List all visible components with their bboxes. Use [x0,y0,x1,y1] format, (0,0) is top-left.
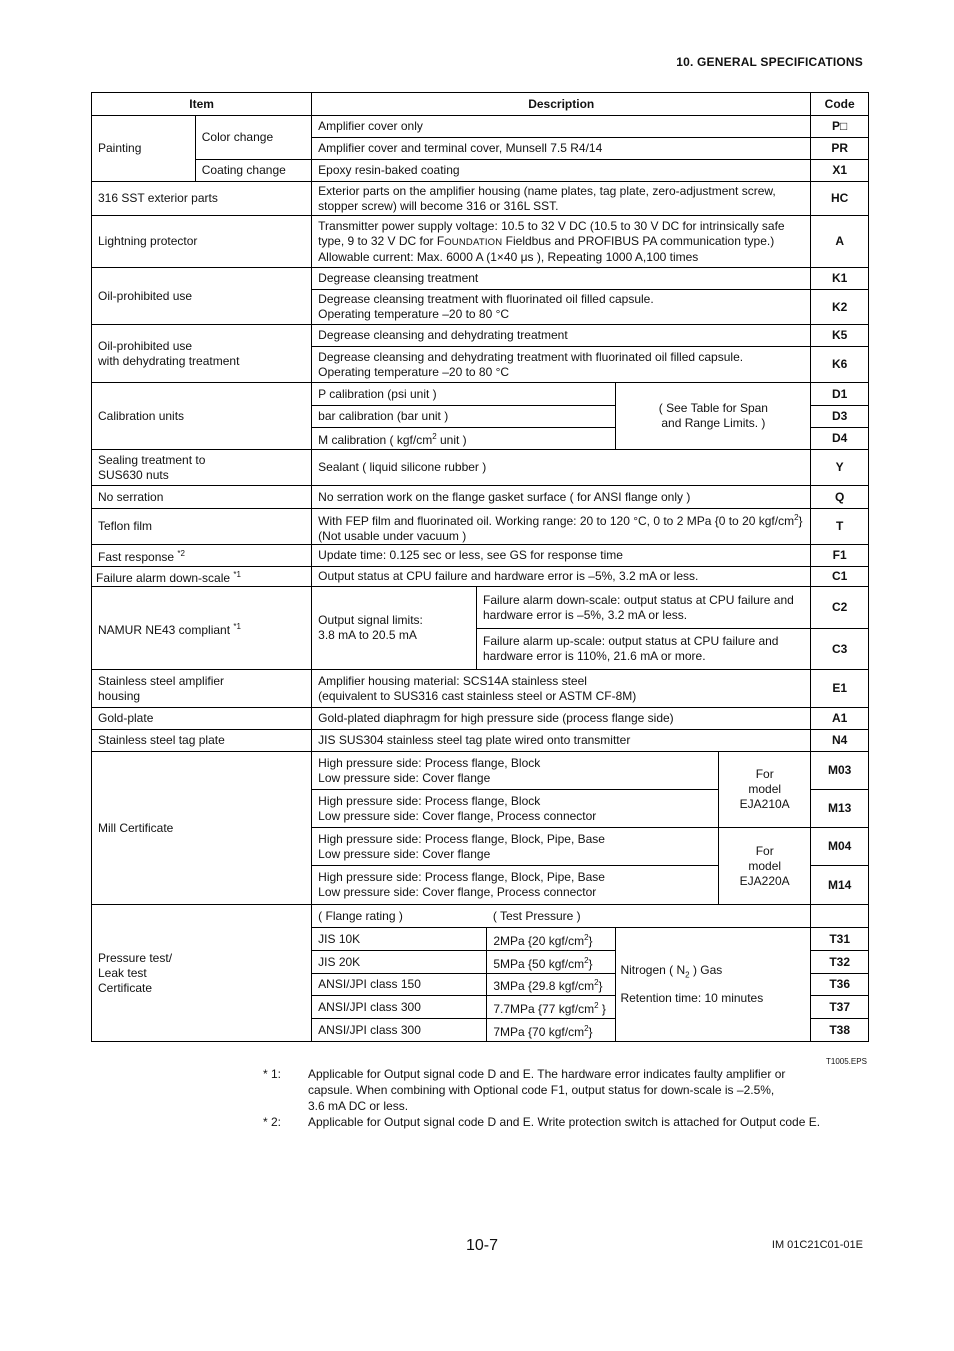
code-painting-2: PR [811,138,869,160]
code-namur-1: C2 [811,587,869,629]
table-row [92,730,869,752]
item-ss-amplifier-housing: Stainless steel amplifier housing [92,670,312,708]
table-row [92,752,869,790]
mill-model-eja220a: For model EJA220A [719,828,811,905]
pressure-rating-1: JIS 10K [312,928,487,951]
code-painting-3: X1 [811,160,869,182]
item-teflon-film: Teflon film [92,509,312,545]
table-row [92,670,869,708]
pressure-rating-5: ANSI/JPI class 300 [312,1019,487,1042]
desc-lightning-protector: Transmitter power supply voltage: 10.5 to 32 V DC (10.5 to 30 V DC for intrinsically safe type, 9 to 32 V DC for FOUNDATION Fieldbus and PROFIBUS PA communication type.) Allowable current: Max. 6000 A (1×40 μs ), Repeating 1000 A,100 times [312,216,811,268]
footnote-1: * 1: Applicable for Output signal code D and E. The hardware error indicates faulty amplifier or capsule. When combining with Optional code F1, output status for down-scale is –2.5%, 3.6 mA DC or less. [263,1067,786,1113]
item-sealing-treatment: Sealing treatment to SUS630 nuts [92,450,312,486]
code-failure-alarm: C1 [811,567,869,587]
desc-oil-2: Degrease cleansing treatment with fluorinated oil filled capsule. Operating temperature –20 to 80 °C [312,290,811,325]
code-pressure-3: T36 [811,974,869,996]
desc-mill-2: High pressure side: Process flange, Block Low pressure side: Cover flange, Process connector [312,790,719,828]
code-oil-1: K1 [811,268,869,290]
item-fast-response: Fast response $^{*2}$ [92,545,312,567]
desc-teflon-film: With FEP film and fluorinated oil. Working range: 20 to 120 °C, 0 to 2 MPa {0 to 20 kgf/$cm^2$} (Not usable under vacuum ) [312,509,811,545]
column-header-code: Code [811,93,869,116]
table-row [92,567,869,587]
table-row [92,509,869,545]
table-row [92,905,869,928]
item-painting: Painting [92,116,196,182]
desc-calibration-3: M calibration ( kgf/$cm^2$ unit ) [312,428,616,450]
item-oil-prohibited: Oil-prohibited use [92,268,312,325]
code-316-sst: HC [811,182,869,216]
pressure-gas-retention: Nitrogen ( $N_2$ ) Gas Retention time: 10 minutes [616,928,811,1042]
table-row [92,160,869,182]
code-pressure-5: T38 [811,1019,869,1042]
code-mill-4: M14 [811,866,869,905]
code-oil-dehyd-2: K6 [811,347,869,383]
code-pressure-1: T31 [811,928,869,951]
code-no-serration: Q [811,486,869,509]
desc-painting-1: Amplifier cover only [312,116,811,138]
pressure-header-flange: ( Flange rating ) [312,905,487,928]
code-ss-tag-plate: N4 [811,730,869,752]
item-pressure-test: Pressure test/ Leak test Certificate [92,905,312,1042]
namur-output-limits: Output signal limits: 3.8 mA to 20.5 mA [312,587,477,670]
desc-mill-4: High pressure side: Process flange, Block, Pipe, Base Low pressure side: Cover flange, Process connector [312,866,719,905]
desc-mill-1: High pressure side: Process flange, Block Low pressure side: Cover flange [312,752,719,790]
desc-ss-amplifier-housing: Amplifier housing material: SCS14A stainless steel (equivalent to SUS316 cast stainless steel or ASTM CF-8M) [312,670,811,708]
pressure-rating-2: JIS 20K [312,951,487,974]
item-color-change: Color change [195,116,311,160]
desc-gold-plate: Gold-plated diaphragm for high pressure side (process flange side) [312,708,811,730]
column-header-item: Item [92,93,312,116]
pressure-value-1: 2MPa {20 kgf/$cm^2$} [487,928,616,951]
code-lightning-protector: A [811,216,869,268]
table-row [92,450,869,486]
pressure-rating-3: ANSI/JPI class 150 [312,974,487,996]
footnote-2: * 2: Applicable for Output signal code D and E. Write protection switch is attached for Output code E. [263,1115,821,1129]
section-header: 10. GENERAL SPECIFICATIONS [676,55,863,69]
table-row [92,325,869,347]
item-gold-plate: Gold-plate [92,708,312,730]
desc-namur-1: Failure alarm down-scale: output status at CPU failure and hardware error is –5%, 3.2 mA or less. [477,587,811,629]
code-calibration-2: D3 [811,406,869,428]
pressure-value-3: 3MPa {29.8 kgf/$cm^2$} [487,974,616,996]
desc-316-sst: Exterior parts on the amplifier housing (name plates, tag plate, zero-adjustment screw, stopper screw) will become 316 or 316L SST. [312,182,811,216]
footnotes [263,1066,863,1130]
desc-ss-tag-plate: JIS SUS304 stainless steel tag plate wired onto transmitter [312,730,811,752]
desc-painting-2: Amplifier cover and terminal cover, Munsell 7.5 R4/14 [312,138,811,160]
code-fast-response: F1 [811,545,869,567]
code-oil-dehyd-1: K5 [811,325,869,347]
code-calibration-3: D4 [811,428,869,450]
page-number: 10-7 [466,1237,499,1254]
desc-oil-1: Degrease cleansing treatment [312,268,811,290]
pressure-header-test: ( Test Pressure ) [487,905,811,928]
table-row [92,182,869,216]
figure-file-label: T1005.EPS [826,1057,867,1066]
specification-table [91,92,869,1042]
item-ss-tag-plate: Stainless steel tag plate [92,730,312,752]
code-ss-amplifier-housing: E1 [811,670,869,708]
item-oil-dehydrating: Oil-prohibited use with dehydrating treatment [92,325,312,383]
table-row [92,383,869,406]
table-row [92,587,869,629]
table-row [92,486,869,509]
code-mill-3: M04 [811,828,869,866]
table-header-row [92,93,869,116]
desc-calibration-1: P calibration (psi unit ) [312,383,616,406]
column-header-description: Description [312,93,811,116]
pressure-rating-4: ANSI/JPI class 300 [312,996,487,1019]
pressure-value-5: 7MPa {70 kgf/$cm^2$} [487,1019,616,1042]
code-oil-2: K2 [811,290,869,325]
desc-mill-3: High pressure side: Process flange, Block, Pipe, Base Low pressure side: Cover flange [312,828,719,866]
desc-failure-alarm: Output status at CPU failure and hardware error is –5%, 3.2 mA or less. [312,567,811,587]
code-sealing: Y [811,450,869,486]
item-lightning-protector: Lightning protector [92,216,312,268]
item-mill-certificate: Mill Certificate [92,752,312,905]
table-row [92,708,869,730]
desc-fast-response: Update time: 0.125 sec or less, see GS for response time [312,545,811,567]
table-row [92,216,869,268]
item-no-serration: No serration [92,486,312,509]
desc-namur-2: Failure alarm up-scale: output status at CPU failure and hardware error is 110%, 21.6 mA or more. [477,629,811,670]
mill-model-eja210a: For model EJA210A [719,752,811,828]
item-failure-alarm: Failure alarm down-scale $^{*1}$ [92,567,312,587]
code-calibration-1: D1 [811,383,869,406]
table-row [92,268,869,290]
table-row [92,545,869,567]
calibration-range-note: ( See Table for Span and Range Limits. ) [616,383,811,450]
code-mill-2: M13 [811,790,869,828]
pressure-value-2: 5MPa {50 kgf/$cm^2$} [487,951,616,974]
desc-oil-dehyd-1: Degrease cleansing and dehydrating treatment [312,325,811,347]
code-namur-2: C3 [811,629,869,670]
desc-oil-dehyd-2: Degrease cleansing and dehydrating treatment with fluorinated oil filled capsule. Operating temperature –20 to 80 °C [312,347,811,383]
item-namur-ne43: NAMUR NE43 compliant $^{*1}$ [92,587,312,670]
item-coating-change: Coating change [195,160,311,182]
document-id: IM 01C21C01-01E [771,1239,863,1251]
desc-calibration-2: bar calibration (bar unit ) [312,406,616,428]
table-row [92,116,869,138]
code-pressure-4: T37 [811,996,869,1019]
code-gold-plate: A1 [811,708,869,730]
desc-painting-3: Epoxy resin-baked coating [312,160,811,182]
code-mill-1: M03 [811,752,869,790]
code-painting-1: P□ [811,116,869,138]
pressure-value-4: 7.7MPa {77 kgf/$cm^2$ } [487,996,616,1019]
code-teflon-film: T [811,509,869,545]
item-calibration-units: Calibration units [92,383,312,450]
item-316-sst: 316 SST exterior parts [92,182,312,216]
desc-no-serration: No serration work on the flange gasket surface ( for ANSI flange only ) [312,486,811,509]
code-pressure-2: T32 [811,951,869,974]
desc-sealing: Sealant ( liquid silicone rubber ) [312,450,811,486]
